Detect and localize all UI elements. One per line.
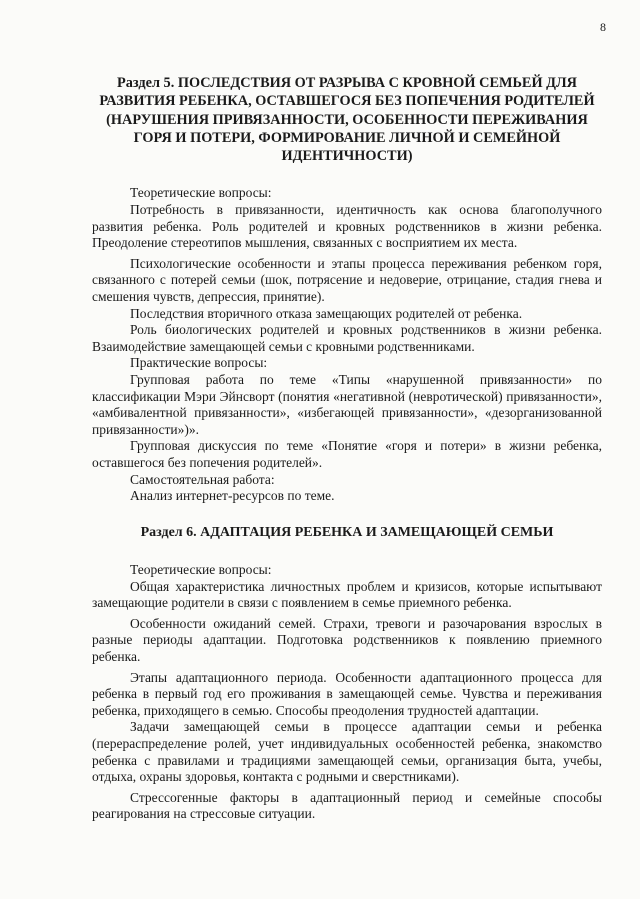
- paragraph: Теоретические вопросы:: [130, 185, 272, 201]
- paragraph: Практические вопросы:: [130, 355, 268, 371]
- paragraph: Последствия вторичного отказа замещающих родителей от ребенка.: [130, 305, 523, 321]
- paragraph: Стрессогенные факторы в адаптационный период и семейные способы реагирования на стрессовые ситуации.: [92, 789, 602, 822]
- section-5-heading: Раздел 5. ПОСЛЕДСТВИЯ ОТ РАЗРЫВА С КРОВНОЙ СЕМЬЕЙ ДЛЯ РАЗВИТИЯ РЕБЕНКА, ОСТАВШЕГОСЯ БЕЗ ПОПЕЧЕНИЯ РОДИТЕЛЕЙ (НАРУШЕНИЯ ПРИВЯЗАННОСТИ, ОСОБЕННОСТИ ПЕРЕЖИВАНИЯ ГОРЯ И ПОТЕРИ, ФОРМИРОВАНИЕ ЛИЧНОЙ И СЕМЕЙНОЙ ИДЕНТИЧНОСТИ): [99, 75, 595, 165]
- page-number: 8: [600, 20, 606, 34]
- paragraph: Теоретические вопросы:: [130, 562, 272, 578]
- paragraph: Особенности ожиданий семей. Страхи, тревоги и разочарования взрослых в разные периоды адаптации. Подготовка родственников к появлению приемного ребенка.: [92, 615, 602, 665]
- paragraph: Задачи замещающей семьи в процессе адаптации семьи и ребенка (перераспределение ролей, учет индивидуальных особенностей ребенка, знакомство ребенка с правилами и традициями замещающей семьи, организация быта, учебы, отдыха, охраны здоровья, контакта с родными и сверстниками).: [92, 719, 602, 785]
- paragraph: Роль биологических родителей и кровных родственников в жизни ребенка. Взаимодействие замещающей семьи с кровными родственниками.: [92, 322, 602, 354]
- paragraph: Самостоятельная работа:: [130, 471, 275, 487]
- paragraph: Психологические особенности и этапы процесса переживания ребенком горя, связанного с потерей семьи (шок, потрясение и недоверие, отрицание, стадия гнева и смешения чувств, депрессия, принятие).: [92, 255, 602, 305]
- paragraph: Потребность в привязанности, идентичность как основа благополучного развития ребенка. Роль родителей и кровных родственников в жизни ребенка. Преодоление стереотипов мышления, связанных с восприятием их места.: [92, 202, 602, 251]
- page-content: [92, 74, 602, 823]
- paragraph: Этапы адаптационного периода. Особенности адаптационного процесса для ребенка в первый год его проживания в замещающей семье. Чувства и переживания ребенка, приходящего в семью. Способы преодоления трудностей адаптации.: [92, 669, 602, 718]
- paragraph: Групповая дискуссия по теме «Понятие «горя и потери» в жизни ребенка, оставшегося без попечения родителей».: [92, 438, 602, 470]
- paragraph: Групповая работа по теме «Типы «нарушенной привязанности» по классификации Мэри Эйнсворт (понятия «негативной (невротической) привязанности», «амбивалентной привязанности», «избегающей привязанности», «дезорганизованной привязанности»)».: [92, 372, 602, 437]
- section-6-heading: Раздел 6. АДАПТАЦИЯ РЕБЕНКА И ЗАМЕЩАЮЩЕЙ СЕМЬИ: [140, 524, 554, 540]
- paragraph: Общая характеристика личностных проблем и кризисов, которые испытывают замещающие родители в связи с появлением в семье приемного ребенка.: [92, 578, 602, 611]
- paragraph: Анализ интернет-ресурсов по теме.: [130, 488, 335, 504]
